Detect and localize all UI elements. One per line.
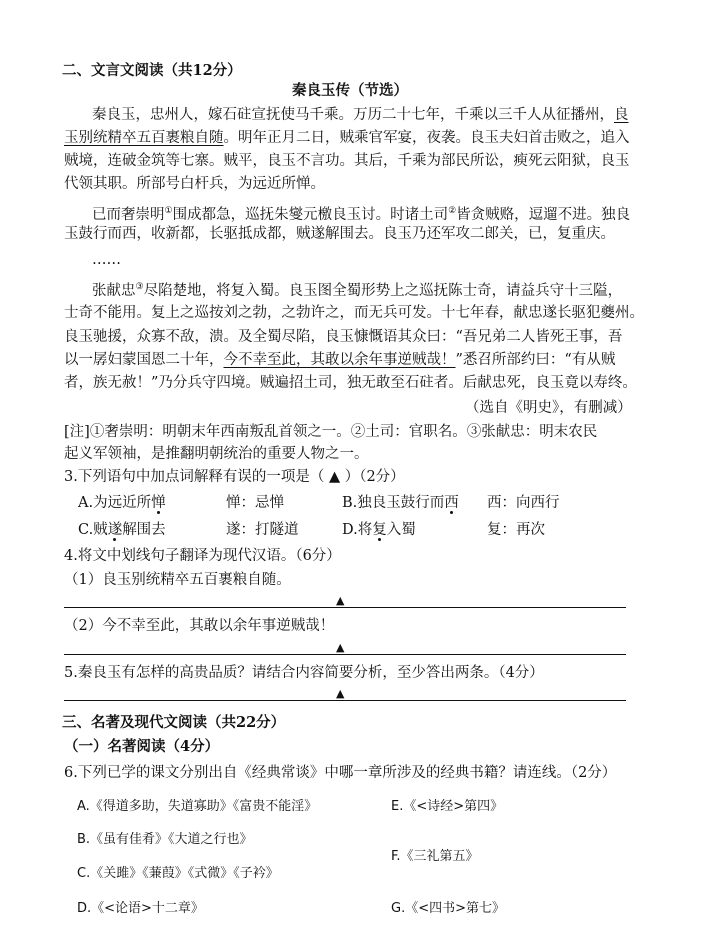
source-citation: （选自《明史》，有删减） [465, 400, 632, 416]
matching-left-item[interactable]: B.《虽有佳肴》《大道之行也》 [77, 832, 253, 847]
subsection-heading: （一）名著阅读（4分） [64, 738, 220, 755]
question-5-stem: 5.秦良玉有怎样的高贵品质？请结合内容简要分析，至少答出两条。（4分） [64, 665, 544, 681]
question-3-stem: 3.下列语句中加点词解释有误的一项是（ ▲ ）（2分） [64, 469, 405, 485]
matching-left-item[interactable]: C.《关雎》《蒹葭》《式微》《子衿》 [77, 866, 279, 881]
passage-line: 秦良玉，忠州人，嫁石砫宣抚使马千乘。万历二十七年，千乘以三千人从征播州，良 [92, 107, 629, 123]
matching-right-item[interactable]: F.《三礼第五》 [391, 849, 479, 864]
note-line: [注]①奢崇明：明朝末年西南叛乱首领之一。②土司：官职名。③张献忠：明末农民 [64, 424, 598, 440]
footnote-marker: ① [164, 206, 173, 216]
option-a-explanation: 惮：忌惮 [226, 495, 284, 511]
passage-line: 玉鼓行而西，收新都，长驱抵成都，贼遂解围去。良玉乃还军攻二郎关，已，复重庆。 [64, 226, 615, 242]
question-4-sentence-1: （1）良玉别统精卒五百裹粮自随。 [64, 572, 291, 588]
option-c-explanation: 遂：打隧道 [226, 522, 299, 538]
option-b-explanation: 西：向西行 [487, 495, 560, 511]
passage-line: 良玉驰援，众寡不敌，溃。及全蜀尽陷，良玉慷慨语其众曰：“吾兄弟二人皆死王事，吾 [64, 329, 623, 345]
passage-line: 代领其职。所部号白杆兵，为远近所惮。 [64, 176, 325, 192]
question-6-stem: 6.下列已学的课文分别出自《经典常谈》中哪一章所涉及的经典书籍？请连线。（2分） [64, 765, 617, 781]
answer-triangle-icon: ▲ [336, 687, 345, 700]
underlined-sentence-1: 良 [614, 107, 629, 123]
passage-title: 秦良玉传（节选） [292, 82, 408, 99]
passage-line: 贼境，连破金筑等七寨。贼平，良玉不言功。其后，千乘为部民所讼，瘐死云阳狱，良玉 [64, 153, 630, 169]
matching-left-item[interactable]: A.《得道多助，失道寡助》《富贵不能淫》 [77, 799, 318, 814]
footnote-marker: ② [448, 206, 457, 216]
passage-line: 已而奢崇明①围成都急，巡抚朱燮元檄良玉讨。时诸土司②皆贪贼赂，逗遛不进。独良 [92, 206, 631, 223]
option-b: B.独良玉鼓行而西 [342, 495, 459, 511]
answer-triangle-icon: ▲ [336, 641, 345, 654]
answer-line[interactable] [64, 700, 626, 701]
note-line: 起义军领袖，是推翻明朝统治的重要人物之一。 [64, 446, 369, 462]
option-d-explanation: 复：再次 [487, 522, 545, 538]
option-d: D.将复入蜀 [342, 522, 416, 538]
passage-line: 士奇不能用。复上之巡按刘之勃，之勃许之，而无兵可发。十七年春，献忠遂长驱犯夔州。 [64, 305, 644, 321]
passage-line: 以一孱妇蒙国恩二十年，今不幸至此，其敢以余年事逆贼哉！”悉召所部约曰：“有从贼 [64, 352, 616, 368]
option-c: C.贼遂解围去 [78, 522, 166, 538]
answer-line[interactable] [64, 607, 626, 608]
question-4-stem: 4.将文中划线句子翻译为现代汉语。（6分） [64, 548, 341, 564]
answer-line[interactable] [64, 654, 626, 655]
section-heading: 二、文言文阅读（共12分） [62, 62, 242, 79]
passage-line: 玉别统精卒五百裹粮自随。明年正月二日，贼乘官军宴，夜袭。良玉夫妇首击败之，追入 [64, 130, 630, 146]
section-heading: 三、名著及现代文阅读（共22分） [62, 714, 286, 731]
underlined-sentence-1: 玉别统精卒五百裹粮自随 [64, 130, 224, 146]
footnote-marker: ③ [135, 282, 144, 292]
passage-line: 者，族无赦！”乃分兵守四境。贼遍招土司，独无敢至石砫者。后献忠死，良玉竟以寿终。 [64, 375, 637, 391]
matching-right-item[interactable]: E.《<诗经>第四》 [391, 799, 504, 814]
question-4-sentence-2: （2）今不幸至此，其敢以余年事逆贼哉！ [64, 618, 335, 634]
option-a: A.为远近所惮 [78, 495, 166, 511]
matching-left-item[interactable]: D.《<论语>十二章》 [77, 901, 204, 916]
underlined-sentence-2: 今不幸至此，其敢以余年事逆贼哉！ [223, 352, 456, 368]
answer-triangle-icon: ▲ [336, 594, 345, 607]
matching-right-item[interactable]: G.《<四书>第七》 [391, 901, 505, 916]
passage-line: 张献忠③尽陷楚地，将复入蜀。良玉图全蜀形势上之巡抚陈士奇，请益兵守十三隘， [92, 282, 623, 299]
ellipsis: …… [92, 252, 121, 268]
